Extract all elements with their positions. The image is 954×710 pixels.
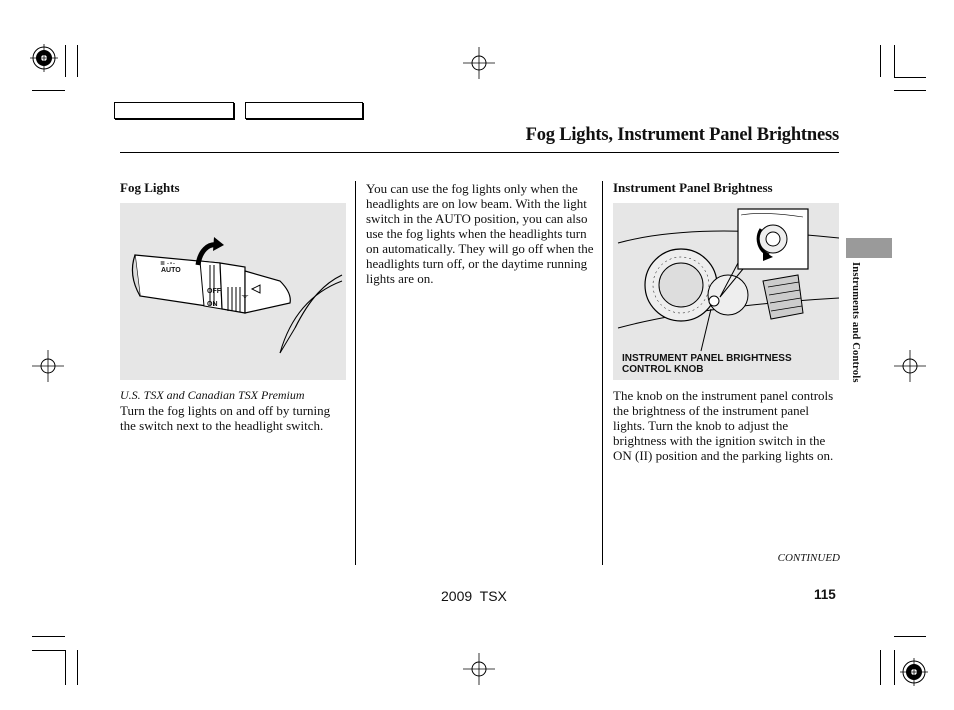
headlight-stalk-illustration	[120, 203, 346, 380]
on-label: ON	[207, 301, 218, 308]
section-tab	[846, 238, 892, 258]
continued-label: CONTINUED	[777, 552, 840, 564]
instrument-panel-body: The knob on the instrument panel controls the brightness of the instrument panel lights. Turn the knob to adjust the brightness with the ignition switch in the ON (II) position and the parking lights on.	[613, 388, 834, 463]
registration-target-icon	[900, 658, 928, 686]
brightness-knob-label: INSTRUMENT PANEL BRIGHTNESS	[622, 353, 792, 364]
section-tab-label: Instruments and Controls	[850, 262, 861, 383]
fog-light-switch-figure	[120, 203, 346, 380]
page-title: Fog Lights, Instrument Panel Brightness	[525, 125, 839, 145]
crosshair-icon	[894, 350, 926, 382]
page-number: 115	[814, 587, 836, 602]
figure-caption: U.S. TSX and Canadian TSX Premium	[120, 388, 305, 402]
title-rule	[120, 152, 839, 153]
footer-model: 2009 TSX	[441, 588, 507, 604]
column-divider	[355, 181, 356, 565]
instrument-panel-heading: Instrument Panel Brightness	[613, 180, 773, 195]
instrument-panel-figure	[613, 203, 839, 380]
fog-lights-heading: Fog Lights	[120, 180, 180, 195]
instrument-panel-illustration	[613, 203, 839, 353]
off-label: OFF	[207, 288, 221, 295]
fog-lights-continued-body: You can use the fog lights only when the headlights are on low beam. With the light switch in the AUTO position, you can also use the fog lights when the headlights turn on automatically. They will go off when the headlights turn off, or the daytime running lights are on.	[366, 181, 594, 286]
column-divider	[602, 181, 603, 565]
crosshair-icon	[463, 47, 495, 79]
svg-text:⏚: ⏚	[240, 290, 250, 301]
crosshair-icon	[463, 653, 495, 685]
fog-lights-body: Turn the fog lights on and off by turning the switch next to the headlight switch.	[120, 403, 331, 433]
brightness-knob-label-line2: CONTROL KNOB	[622, 364, 704, 375]
header-tab-box	[245, 102, 363, 119]
registration-target-icon	[30, 44, 58, 72]
header-tab-box	[114, 102, 234, 119]
crosshair-icon	[32, 350, 64, 382]
auto-label: AUTO	[161, 267, 181, 274]
svg-text:≣ -∘-: ≣ -∘-	[160, 260, 176, 267]
